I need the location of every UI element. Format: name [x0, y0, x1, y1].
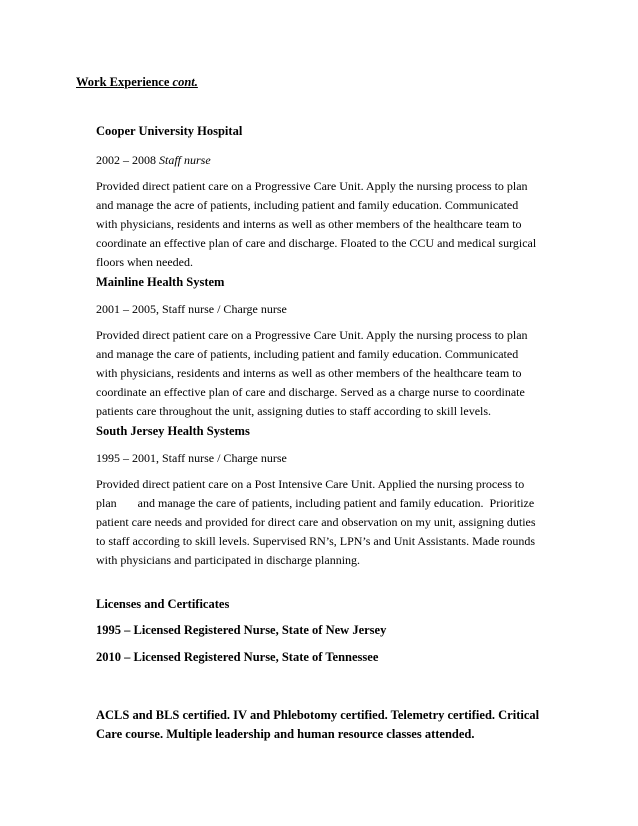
job-dates	[96, 153, 566, 168]
certification-line: Care course. Multiple leadership and human resource classes attended.	[96, 727, 475, 741]
description-line: patients care throughout the unit, assigning duties to staff according to skill levels.	[96, 404, 492, 418]
description-line: coordinate an effective plan of care and discharge. Floated to the CCU and medical surgical	[96, 236, 537, 250]
job-description	[96, 475, 566, 570]
description-line: Provided direct patient care on a Progressive Care Unit. Apply the nursing process to plan	[96, 179, 528, 193]
heading-label: Work Experience	[76, 75, 170, 89]
employer-name: Mainline Health System	[96, 275, 225, 289]
heading-suffix: cont.	[172, 75, 198, 89]
description-line: coordinate an effective plan of care and discharge. Served as a charge nurse to coordinate	[96, 385, 525, 399]
description-line: plan and manage the care of patients, including patient and family education. Prioritize	[96, 496, 535, 510]
job-entry-south-jersey	[96, 424, 566, 570]
description-line: floors when needed.	[96, 255, 193, 269]
job-dates: 1995 – 2001, Staff nurse / Charge nurse	[96, 451, 287, 465]
description-line: with physicians and participated in discharge planning.	[96, 553, 361, 567]
description-line: and manage the acre of patients, including patient and family education. Communicated	[96, 198, 519, 212]
description-line: with physicians, residents and interns as well as other members of the healthcare team to	[96, 217, 522, 231]
work-experience-heading	[76, 75, 198, 90]
license-item: 1995 – Licensed Registered Nurse, State of New Jersey	[96, 623, 387, 637]
description-line: patient care needs and provided for direct care and observation on my unit, assigning duties	[96, 515, 536, 529]
description-line: Provided direct patient care on a Post Intensive Care Unit. Applied the nursing process to	[96, 477, 525, 491]
description-line: with physicians, residents and interns as well as other members of the healthcare team to	[96, 366, 522, 380]
licenses-section	[96, 597, 566, 665]
employer-name: Cooper University Hospital	[96, 124, 243, 138]
job-dates: 2001 – 2005, Staff nurse / Charge nurse	[96, 302, 287, 316]
job-years: 2002 – 2008	[96, 153, 156, 167]
job-entry-cooper	[96, 124, 566, 272]
job-entry-mainline	[96, 275, 566, 421]
certification-line: ACLS and BLS certified. IV and Phlebotomy certified. Telemetry certified. Critical	[96, 708, 540, 722]
license-item: 2010 – Licensed Registered Nurse, State of Tennessee	[96, 650, 379, 664]
job-description	[96, 326, 566, 421]
description-line: and manage the care of patients, including patient and family education. Communicated	[96, 347, 519, 361]
description-line: to staff according to skill levels. Supervised RN’s, LPN’s and Unit Assistants. Made rounds	[96, 534, 536, 548]
job-role: Staff nurse	[159, 153, 211, 167]
certifications-section	[96, 706, 566, 744]
licenses-heading: Licenses and Certificates	[96, 597, 230, 611]
employer-name: South Jersey Health Systems	[96, 424, 250, 438]
job-description	[96, 177, 566, 272]
description-line: Provided direct patient care on a Progressive Care Unit. Apply the nursing process to plan	[96, 328, 528, 342]
